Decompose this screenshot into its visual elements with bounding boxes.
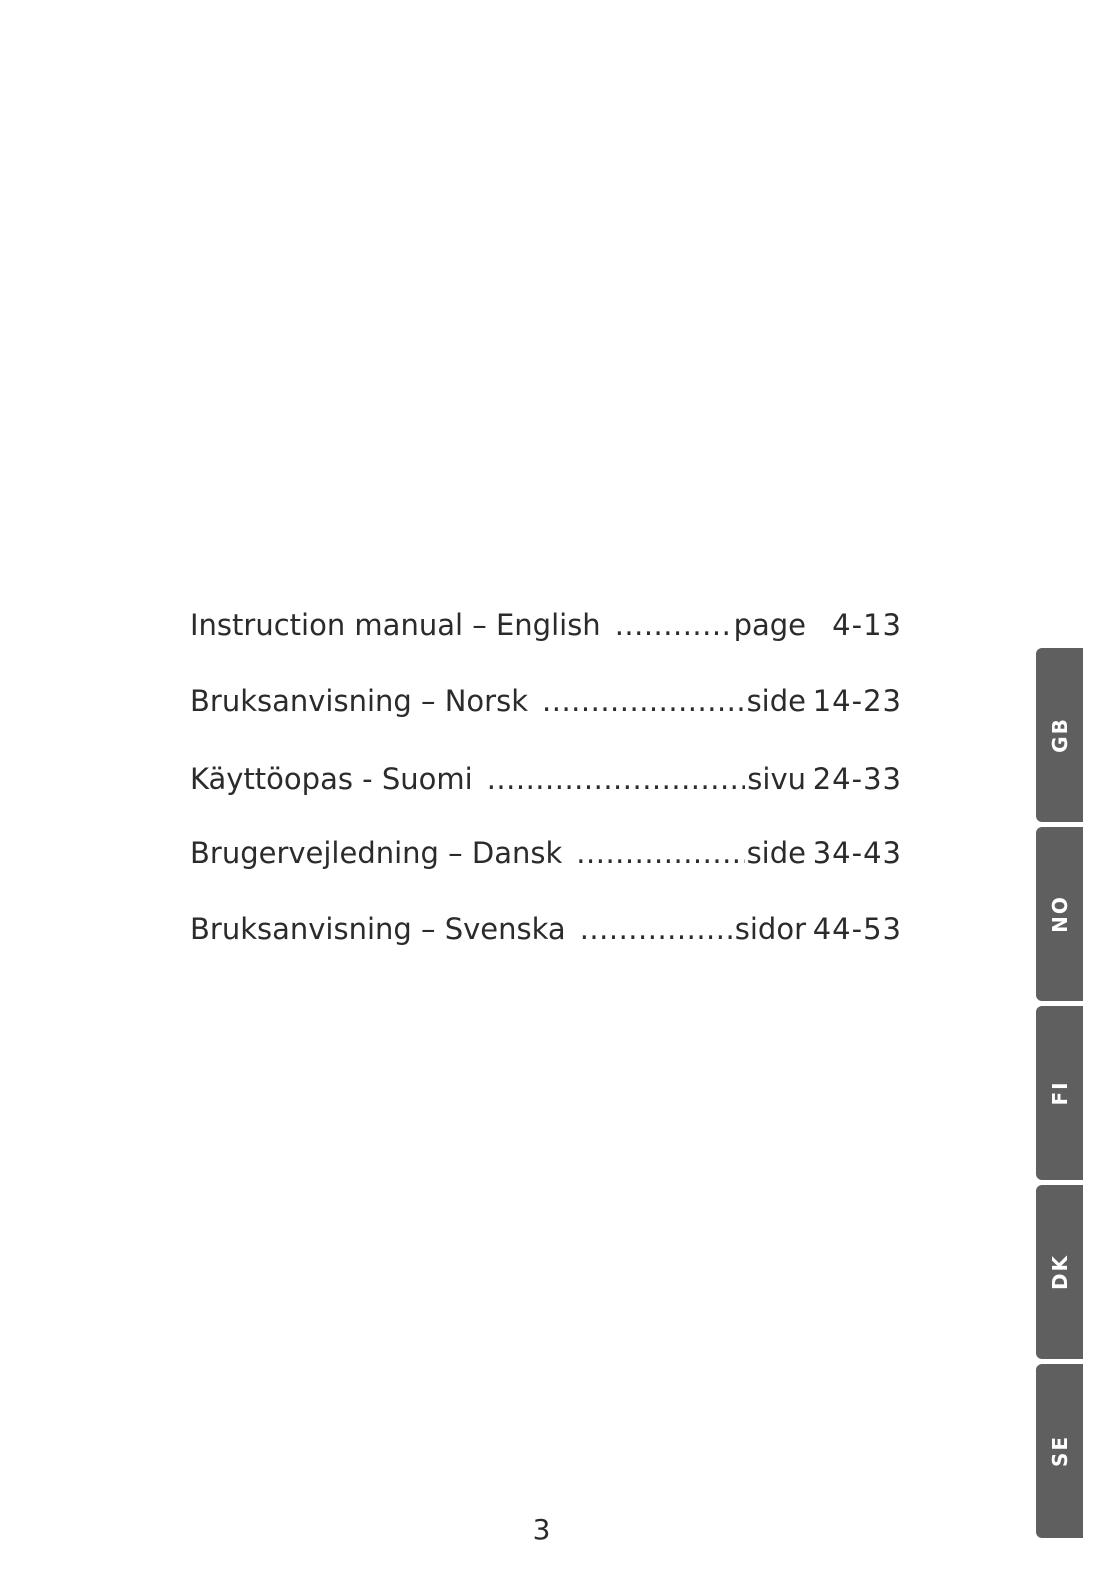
toc-leader-dots xyxy=(487,760,746,798)
language-tab-se[interactable] xyxy=(1036,1364,1083,1538)
toc-entry-title: Brugervejledning – Dansk xyxy=(190,836,563,870)
language-tab-fi[interactable] xyxy=(1036,1006,1083,1180)
toc-leader-dots xyxy=(542,682,745,720)
toc-entry-title: Instruction manual – English xyxy=(190,608,601,642)
toc-entry-page-word: sivu xyxy=(747,762,806,796)
toc-entry-page-range: 44-53 xyxy=(812,912,902,946)
language-tab-label: DK xyxy=(1047,1253,1072,1291)
language-tab-dk[interactable] xyxy=(1036,1185,1083,1359)
toc-entry-page-range: 24-33 xyxy=(812,762,902,796)
toc-entry-page-word: side xyxy=(746,836,806,870)
table-of-contents xyxy=(190,606,902,948)
toc-entry-page-range: 4-13 xyxy=(832,608,902,642)
toc-entry-page-word: sidor xyxy=(734,912,806,946)
toc-entry-dansk[interactable] xyxy=(190,834,902,872)
toc-leader-dots xyxy=(580,910,733,948)
toc-entry-page-range: 34-43 xyxy=(812,836,902,870)
toc-entry-page-range: 14-23 xyxy=(812,684,902,718)
toc-entry-title: Bruksanvisning – Svenska xyxy=(190,912,566,946)
toc-entry-suomi[interactable] xyxy=(190,760,902,798)
toc-entry-norsk[interactable] xyxy=(190,682,902,720)
language-tab-no[interactable] xyxy=(1036,827,1083,1001)
language-tab-label: FI xyxy=(1047,1080,1072,1106)
language-tab-gb[interactable] xyxy=(1036,648,1083,822)
language-tab-label: NO xyxy=(1047,895,1072,933)
toc-entry-english[interactable] xyxy=(190,606,902,644)
toc-leader-dots xyxy=(615,606,732,644)
toc-entry-title: Käyttöopas - Suomi xyxy=(190,762,473,796)
toc-entry-page-word: side xyxy=(746,684,806,718)
toc-entry-title: Bruksanvisning – Norsk xyxy=(190,684,529,718)
toc-entry-page-word: page xyxy=(733,608,806,642)
toc-leader-dots xyxy=(576,834,744,872)
page-number: 3 xyxy=(532,1513,551,1546)
language-tab-label: GB xyxy=(1047,717,1072,753)
toc-entry-svenska[interactable] xyxy=(190,910,902,948)
language-tab-label: SE xyxy=(1047,1434,1072,1468)
